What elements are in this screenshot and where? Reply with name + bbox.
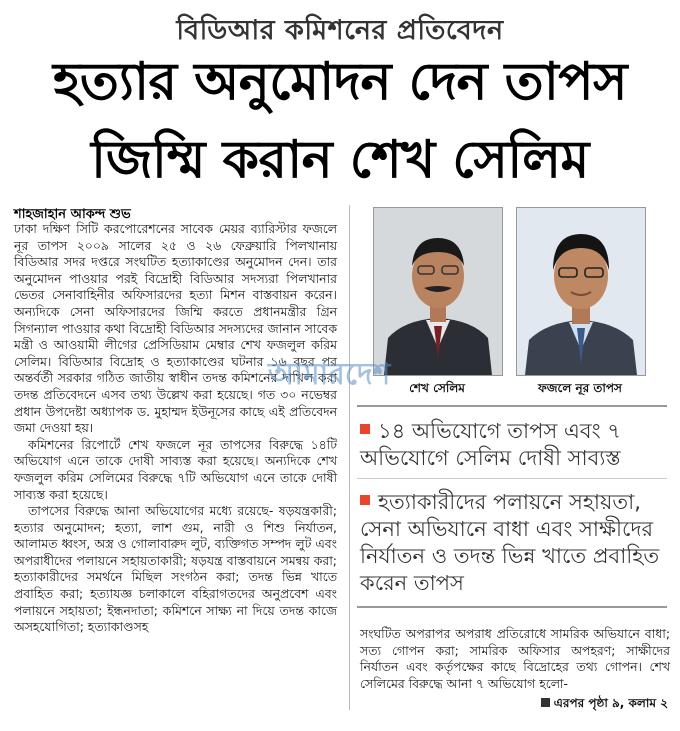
column-divider [349, 205, 350, 710]
paragraph: ঢাকা দক্ষিণ সিটি করপোরেশনের সাবেক মেয়র ব্যারিস্টার ফজলে নূর তাপস ২০০৯ সালের ২৫ ও ২৬ ফেব্রুয়ারি পিলখানায় বিডিআর সদর দপ্তরে সংঘটিত হত্যাকাণ্ডের অনুমোদন দেন। তার অনুমোদন পাওয়ার পরই বিদ্রোহী বিডিআর সদস্যরা পিলখানার ভেতর সেনাবাহিনীর অফিসারদের হত্যা মিশন বাস্তবায়ন করেন। অন্যদিকে সেনা অফিসারদের জিম্মি করতে প্রধানমন্ত্রীর গ্রিন সিগন্যাল পাওয়ার কথা বিদ্রোহী বিডিআর সদস্যদের জানান সাবেক মন্ত্রী ও আওয়ামী লীগের প্রেসিডিয়াম মেম্বার শেখ ফজলুল করিম সেলিম। বিডিআর বিদ্রোহ ও হত্যাকাণ্ডের ঘটনার ১৬ বছর পর অন্তর্বর্তী সরকার গঠিত জাতীয় স্বাধীন তদন্ত কমিশনের দাখিল করা তদন্ত প্রতিবেদনে এসব তথ্য উল্লেখ করা হয়েছে। গত ৩০ নভেম্বর প্রধান উপদেষ্টা অধ্যাপক ড. মুহাম্মদ ইউনূসের কাছে এই প্রতিবেদন জমা দেওয়া হয়। [14, 221, 337, 436]
photo-sheikh-selim [373, 207, 503, 376]
continued-line [541, 695, 668, 715]
article-body-left [14, 221, 337, 636]
watermark: আমারদেশ [268, 357, 391, 392]
photo-fazle-noor-taposh [516, 207, 646, 376]
pull-quote [360, 418, 670, 472]
paragraph: তাপসের বিরুদ্ধে আনা অভিযোগের মধ্যে রয়েছে- ষড়যন্ত্রকারী; হত্যার অনুমোদন; হত্যা, লাশ গুম, নারী ও শিশু নির্যাতন, আলামত ধ্বংস, অস্ত্র ও গোলাবারুদ লুট, ব্যক্তিগত সম্পদ লুট এবং অপরাধীদের পলায়নে সহায়তাকারী; ষড়যন্ত্র বাস্তবায়নে সমন্বয় করা; হত্যাকারীদের সমর্থনে মিছিল সংগঠন করা; তদন্ত ভিন্ন খাতে প্রবাহিত করা; হত্যাযজ্ঞ চলাকালে বহিরাগতদের অনুপ্রবেশ এবং পলায়নে সহায়তা; ইন্ধনদাতা; কমিশনে সাক্ষ্য না দিয়ে তদন্ত কাজে অসহযোগিতা; হত্যাকাণ্ডসহ [14, 503, 337, 635]
article-body-right: সংঘটিত অপরাপর অপরাধ প্রতিরোধে সামরিক অভিযানে বাধা; সত্য গোপন করা; সামরিক অফিসার অপহরণ; সাক্ষীদের নির্যাতন এবং কর্তৃপক্ষের কাছে বিদ্রোহের তথ্য গোপন। শেখ সেলিমের বিরুদ্ধে আনা ৭ অভিযোগ হলো- [360, 626, 670, 691]
headline-line-2: জিম্মি করান শেখ সেলিম [91, 130, 589, 190]
pull-quote [360, 489, 670, 597]
divider [357, 405, 667, 407]
divider [357, 606, 667, 608]
headline-line-1: হত্যার অনুমোদন দেন তাপস [53, 52, 627, 112]
divider [357, 478, 667, 479]
paragraph: কমিশনের রিপোর্টে শেখ ফজলে নূর তাপসের বিরুদ্ধে ১৪টি অভিযোগ এনে তাকে দোষী সাব্যস্ত করা হয়েছে। অন্যদিকে শেখ ফজলুল করিম সেলিমের বিরুদ্ধে ৭টি অভিযোগ এনে তাকে দোষী সাব্যস্ত করা হয়েছে। [14, 436, 337, 502]
byline: শাহজাহান আকন্দ শুভ [14, 207, 131, 222]
kicker: বিডিআর কমিশনের প্রতিবেদন [176, 15, 504, 46]
photo-caption: ফজলে নূর তাপস [538, 381, 622, 395]
bullet-square-icon [360, 495, 370, 505]
pull-quote-text: হত্যাকারীদের পলায়নে সহায়তা, সেনা অভিযানে বাধা এবং সাক্ষীদের নির্যাতন ও তদন্ত ভিন্ন খাতে প্রবাহিত করেন তাপস [360, 490, 660, 595]
bullet-square-icon [360, 424, 370, 434]
pull-quote-text: ১৪ অভিযোগে তাপস এবং ৭ অভিযোগে সেলিম দোষী সাব্যস্ত [360, 419, 621, 470]
continued-text: এরপর পৃষ্ঠা ৯, কলাম ২ [553, 696, 668, 710]
continue-marker-icon [541, 698, 550, 707]
photo-caption: শেখ সেলিম [409, 381, 465, 395]
